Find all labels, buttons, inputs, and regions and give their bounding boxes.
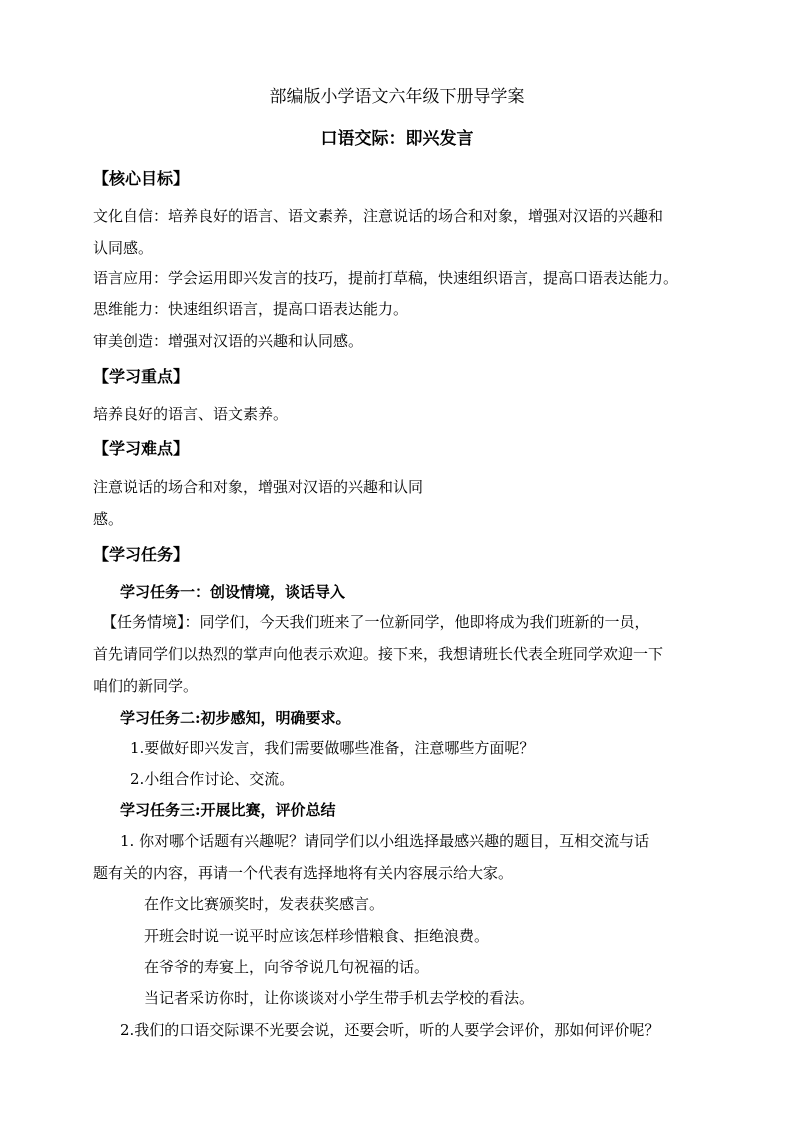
objective-thinking: 思维能力：快速组织语言，提高口语表达能力。 (93, 300, 409, 318)
task1-title: 学习任务一：创设情境，谈话导入 (120, 583, 346, 601)
objective-aesthetic: 审美创造：增强对汉语的兴趣和认同感。 (93, 332, 364, 350)
difficulties-line1: 注意说话的场合和对象，增强对汉语的兴趣和认同 (93, 478, 424, 496)
difficulties-line2: 感。 (93, 510, 124, 528)
objective-language: 语言应用：学会运用即兴发言的技巧，提前打草稿，快速组织语言，提高口语表达能力。 (93, 269, 679, 287)
task1-line1: 【任务情境】：同学们，今天我们班来了一位新同学，他即将成为我们班新的一员， (102, 613, 650, 631)
task3-topic: 当记者采访你时，让你谈谈对小学生带手机去学校的看法。 (144, 989, 535, 1007)
task2-title: 学习任务二:初步感知，明确要求。 (120, 709, 351, 727)
task3-item1-line1: 1. 你对哪个话题有兴趣呢？请同学们以小组选择最感兴趣的题目，互相交流与话 (120, 832, 650, 850)
task3-topic: 在爷爷的寿宴上，向爷爷说几句祝福的话。 (144, 958, 430, 976)
task2-item2: 2.小组合作讨论、交流。 (130, 770, 295, 788)
task1-line3: 咱们的新同学。 (93, 677, 199, 695)
objective-culture-line2: 认同感。 (93, 239, 154, 257)
key-points-text: 培养良好的语言、语文素养。 (93, 405, 289, 423)
key-points-heading: 【学习重点】 (93, 367, 190, 386)
task3-topic: 开班会时说一说平时应该怎样珍惜粮食、拒绝浪费。 (144, 927, 490, 945)
document-title: 部编版小学语文六年级下册导学案 (269, 87, 525, 107)
task3-topic: 在作文比赛颁奖时，发表获奖感言。 (144, 895, 385, 913)
objectives-heading: 【核心目标】 (93, 169, 190, 188)
task2-item1: 1.要做好即兴发言，我们需要做哪些准备，注意哪些方面呢？ (130, 739, 535, 757)
task3-title: 学习任务三:开展比赛，评价总结 (120, 801, 336, 819)
task3-item1-line2: 题有关的内容，再请一个代表有选择地将有关内容展示给大家。 (93, 864, 514, 882)
difficulties-heading: 【学习难点】 (93, 439, 190, 458)
tasks-heading: 【学习任务】 (93, 545, 190, 564)
task3-item2: 2.我们的口语交际课不光要会说，还要会听，听的人要学会评价，那如何评价呢？ (120, 1021, 660, 1039)
objective-culture-line1: 文化自信：培养良好的语言、语文素养，注意说话的场合和对象，增强对汉语的兴趣和 (93, 207, 664, 225)
document-subtitle: 口语交际：即兴发言 (320, 129, 474, 149)
task1-line2: 首先请同学们以热烈的掌声向他表示欢迎。接下来，我想请班长代表全班同学欢迎一下 (93, 645, 664, 663)
